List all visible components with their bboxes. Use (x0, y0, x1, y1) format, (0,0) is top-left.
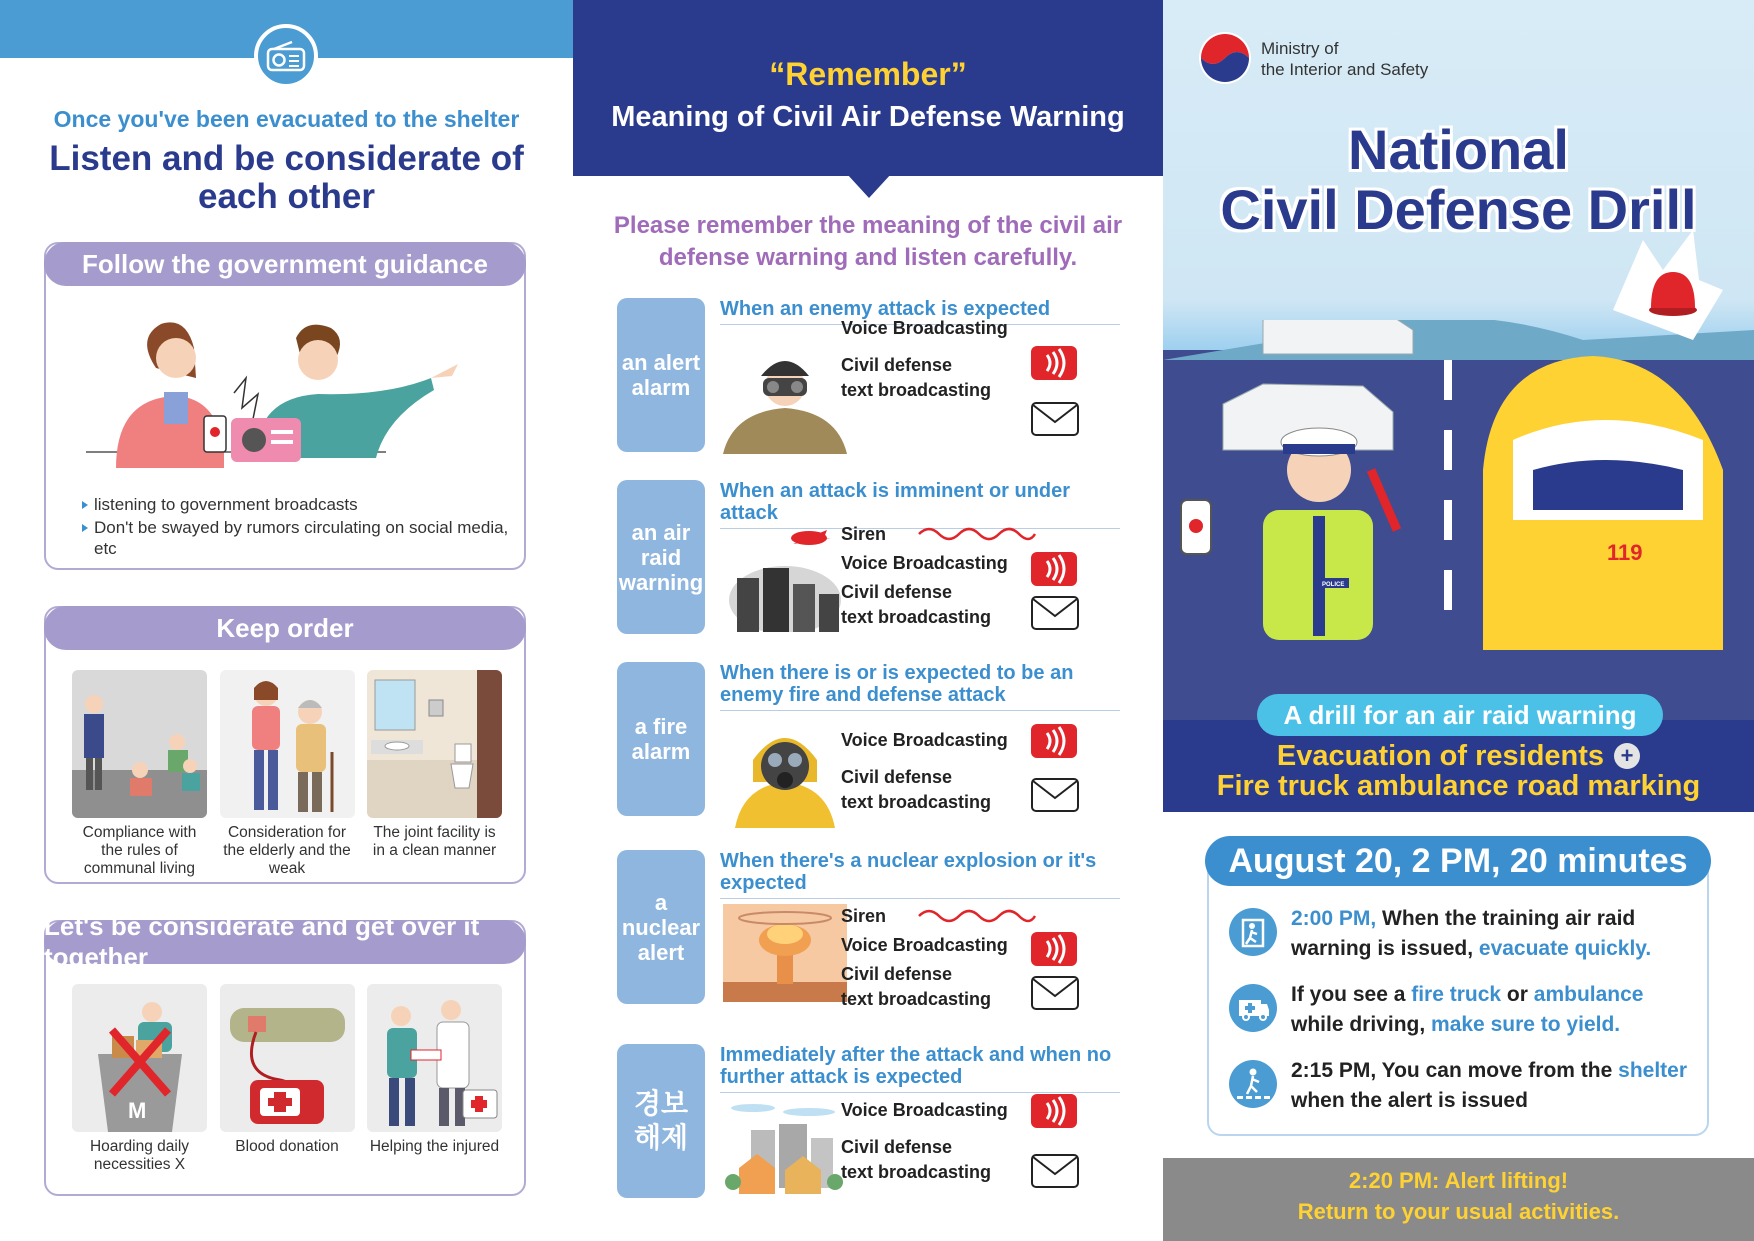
drill-pill: A drill for an air raid warning (1257, 694, 1663, 736)
keep-order-illustrations (72, 670, 502, 878)
text-broadcasting-label-2: text broadcasting (841, 1162, 992, 1182)
exit-icon (1229, 908, 1277, 956)
illustration-caption: Helping the injured (369, 1138, 500, 1155)
ambulance-icon (1229, 984, 1277, 1032)
warning-title: Meaning of Civil Air Defense Warning (611, 101, 1125, 133)
left-panel (0, 0, 573, 1241)
illustration-caption: The joint facility is in a clean manner (372, 824, 497, 859)
bombing-city-illustration (723, 524, 847, 632)
illustration-caption: Consideration for the elderly and the weak (223, 824, 351, 877)
police-badge-text: POLICE (1322, 582, 1345, 588)
schedule-text (1291, 980, 1701, 1040)
helping-injured-illustration (367, 984, 502, 1174)
text-broadcasting-label-2: text broadcasting (841, 792, 992, 812)
hoarding-illustration (72, 984, 207, 1174)
illustration-caption: Hoarding daily necessities X (89, 1138, 190, 1173)
government-guidance-card (44, 242, 526, 570)
alert-tag: an air raid warning (617, 480, 705, 634)
schedule-text-part: When the training air raid warning is issued, (1291, 907, 1636, 960)
schedule-text (1291, 1056, 1701, 1116)
voice-broadcasting-label: Voice Broadcasting (841, 1100, 1008, 1120)
envelope-icon (1031, 1154, 1079, 1188)
footer-line-1: 2:20 PM: Alert lifting! (1348, 1168, 1569, 1193)
speaker-icon (1031, 346, 1077, 380)
illustration-caption: Compliance with the rules of communal living (82, 824, 197, 877)
voice-broadcasting-label: Voice Broadcasting (841, 318, 1008, 338)
drill-line-1-text: Evacuation of residents (1276, 740, 1605, 772)
alert-tag: a fire alarm (617, 662, 705, 816)
alert-tag: an alert alarm (617, 298, 705, 452)
radio-icon (254, 24, 318, 88)
pedestrian-icon (1229, 1060, 1277, 1108)
schedule-highlight: shelter (1618, 1059, 1688, 1082)
envelope-icon (1031, 596, 1079, 630)
siren-wave-icon (917, 906, 1037, 926)
alert-tag: a nuclear alert (617, 850, 705, 1004)
road-scene-illustration (1163, 320, 1754, 720)
text-broadcasting-label-1: Civil defense (841, 964, 953, 984)
drill-title (1163, 120, 1754, 240)
schedule-text-part: If you see a (1291, 983, 1412, 1006)
speaker-icon (1031, 724, 1077, 758)
drill-title-line-2: Civil Defense Drill (1220, 178, 1697, 241)
consideration-card (44, 911, 526, 1196)
schedule-text-part: while driving, (1291, 1013, 1432, 1036)
text-broadcasting-label-2: text broadcasting (841, 989, 992, 1009)
keep-order-card (44, 606, 526, 884)
drill-line-2: Fire truck ambulance road marking (1216, 770, 1701, 802)
text-broadcasting-label-1: Civil defense (841, 582, 953, 602)
schedule-highlight: make sure to yield. (1431, 1013, 1621, 1036)
clean-facility-illustration (367, 670, 502, 878)
communal-rules-illustration (72, 670, 207, 878)
text-broadcasting-label-2: text broadcasting (841, 607, 992, 627)
siren-wave-icon (917, 524, 1037, 544)
text-broadcasting-label-1: Civil defense (841, 767, 953, 787)
peaceful-town-illustration (723, 1098, 847, 1198)
envelope-icon (1031, 778, 1079, 812)
bullet-item: Don't be swayed by rumors circulating on social media, etc (80, 517, 510, 559)
alert-heading: When an attack is imminent or under attack (720, 480, 1120, 529)
remember-kicker: “Remember” (769, 56, 967, 92)
envelope-icon (1031, 402, 1079, 436)
schedule-text (1291, 904, 1701, 964)
ambulance-number: 119 (1607, 540, 1643, 565)
blood-donation-illustration (220, 984, 355, 1174)
ministry-line-1: Ministry of (1261, 39, 1339, 58)
ministry-name (1261, 38, 1428, 80)
schedule-highlight: fire truck (1411, 983, 1502, 1006)
plus-icon: + (1614, 743, 1640, 769)
schedule-time: 2:00 PM, (1291, 907, 1377, 930)
card-heading: Keep order (44, 606, 526, 650)
bullet-item: listening to government broadcasts (80, 494, 510, 515)
voice-broadcasting-label: Voice Broadcasting (841, 730, 1008, 750)
schedule-highlight: evacuate quickly. (1478, 937, 1652, 960)
elderly-care-illustration (220, 670, 355, 878)
card-heading: Follow the government guidance (44, 242, 526, 286)
speaker-icon (1031, 552, 1077, 586)
ministry-logo-icon (1197, 30, 1253, 86)
schedule-text-part: or (1501, 983, 1534, 1006)
soldier-binoculars-illustration (723, 346, 847, 454)
schedule-text-part: 2:15 PM, You can move from the (1291, 1059, 1619, 1082)
warning-intro: Please remember the meaning of the civil air defense warning and listen carefully. (613, 212, 1123, 271)
guidance-bullets (80, 494, 510, 561)
speaker-icon (1031, 1094, 1077, 1128)
nuclear-explosion-illustration (723, 904, 847, 1002)
right-panel (1163, 0, 1754, 1241)
drill-line-1 (1163, 740, 1754, 773)
text-broadcasting-label-1: Civil defense (841, 1137, 953, 1157)
drill-title-line-1: National (1348, 118, 1569, 181)
middle-panel (573, 0, 1163, 1241)
voice-broadcasting-label: Voice Broadcasting (841, 553, 1008, 573)
siren-label: Siren (841, 906, 887, 926)
text-broadcasting-label-2: text broadcasting (841, 380, 992, 400)
alert-heading: When there's a nuclear explosion or it's expected (720, 850, 1120, 899)
schedule-text-part: when the alert is issued (1291, 1089, 1528, 1112)
speaker-icon (1031, 932, 1077, 966)
voice-broadcasting-label: Voice Broadcasting (841, 935, 1008, 955)
alert-tag: 경보 해제 (617, 1044, 705, 1198)
gas-mask-illustration (723, 720, 847, 828)
left-kicker: Once you've been evacuated to the shelter (53, 106, 520, 132)
left-title: Listen and be considerate of each other (49, 139, 524, 216)
alert-heading: When there is or is expected to be an enemy fire and defense attack (720, 662, 1120, 711)
header-notch (847, 174, 891, 198)
envelope-icon (1031, 976, 1079, 1010)
text-broadcasting-label-1: Civil defense (841, 355, 953, 375)
consideration-illustrations (72, 984, 502, 1174)
siren-label: Siren (841, 524, 887, 544)
schedule-highlight: ambulance (1533, 983, 1644, 1006)
alert-heading: Immediately after the attack and when no further attack is expected (720, 1044, 1120, 1093)
schedule-title: August 20, 2 PM, 20 minutes (1205, 836, 1711, 886)
radio-listeners-illustration (86, 298, 486, 488)
basket-letter: M (128, 1098, 147, 1123)
footer-line-2: Return to your usual activities. (1297, 1199, 1620, 1224)
siren-light-icon (1603, 230, 1723, 340)
alert-heading: When an enemy attack is expected (720, 298, 1120, 325)
illustration-caption: Blood donation (235, 1138, 339, 1155)
ministry-line-2: the Interior and Safety (1261, 60, 1429, 79)
card-heading: Let's be considerate and get over it together (44, 920, 526, 964)
